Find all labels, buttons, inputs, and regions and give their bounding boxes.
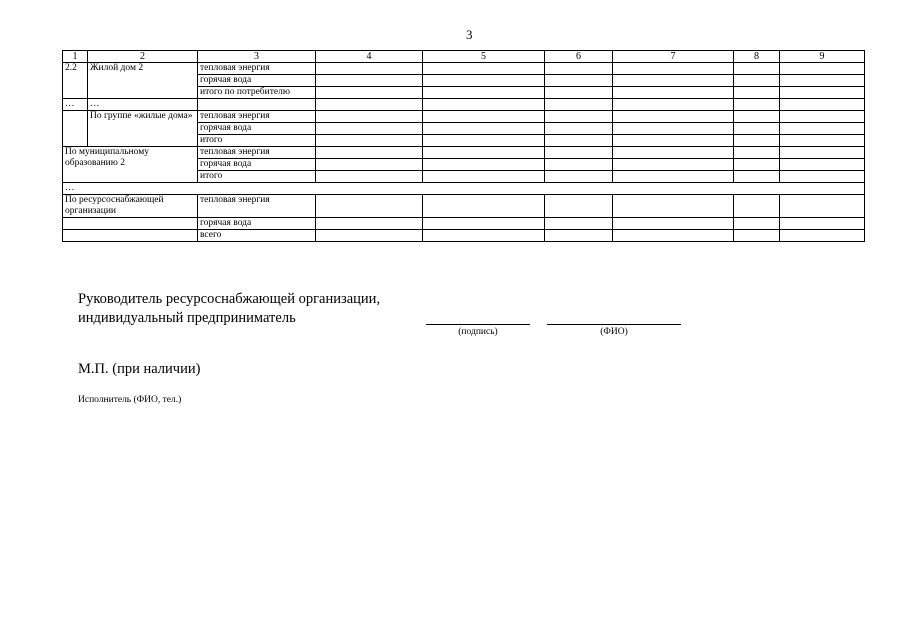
row-number: …: [63, 99, 88, 111]
table-row: [63, 218, 865, 230]
fio-caption: (ФИО): [600, 327, 628, 337]
table-row: [63, 230, 865, 242]
header-cell: 5: [423, 51, 545, 63]
executor-label: Исполнитель (ФИО, тел.): [78, 395, 182, 405]
header-cell: 4: [316, 51, 423, 63]
row-type: [198, 99, 316, 111]
row-name: По муниципальному образованию 2: [63, 147, 198, 183]
fio-line: [547, 324, 681, 325]
page-number: 3: [466, 27, 473, 42]
row-name: [63, 230, 198, 242]
table-row: [63, 183, 865, 195]
header-cell: 6: [545, 51, 613, 63]
row-number: 2.2: [63, 63, 88, 99]
header-cell: 9: [780, 51, 865, 63]
table-row: [63, 63, 865, 75]
row-type: тепловая энергия: [198, 63, 316, 75]
row-ellipsis: …: [63, 183, 865, 195]
row-type: горячая вода: [198, 159, 316, 171]
header-cell: 3: [198, 51, 316, 63]
row-type: всего: [198, 230, 316, 242]
table-row: [63, 99, 865, 111]
signature-block: [78, 290, 380, 328]
signature-title-line2: индивидуальный предприниматель: [78, 310, 296, 326]
signature-title-line1: Руководитель ресурсоснабжающей организации,: [78, 291, 381, 307]
signature-line: [426, 324, 530, 325]
row-name: По ресурсоснабжающей организации: [63, 195, 198, 218]
stamp-label: М.П. (при наличии): [78, 361, 201, 377]
row-name: По группе «жилые дома»: [88, 111, 198, 147]
row-type: тепловая энергия: [198, 147, 316, 159]
table-row: [63, 195, 865, 218]
row-type: итого по потребителю: [198, 87, 316, 99]
header-cell: 1: [63, 51, 88, 63]
row-name: Жилой дом 2: [88, 63, 198, 99]
row-type: тепловая энергия: [198, 195, 316, 218]
row-number: [63, 111, 88, 147]
report-table: [62, 50, 865, 242]
table-header-row: [63, 51, 865, 63]
header-cell: 8: [734, 51, 780, 63]
row-type: итого: [198, 135, 316, 147]
signature-caption: (подпись): [458, 327, 498, 337]
row-name: …: [88, 99, 198, 111]
row-name: [63, 218, 198, 230]
table-row: [63, 111, 865, 123]
header-cell: 7: [613, 51, 734, 63]
row-type: итого: [198, 171, 316, 183]
row-type: тепловая энергия: [198, 111, 316, 123]
header-cell: 2: [88, 51, 198, 63]
table-row: [63, 147, 865, 159]
row-type: горячая вода: [198, 123, 316, 135]
row-type: горячая вода: [198, 75, 316, 87]
row-type: горячая вода: [198, 218, 316, 230]
